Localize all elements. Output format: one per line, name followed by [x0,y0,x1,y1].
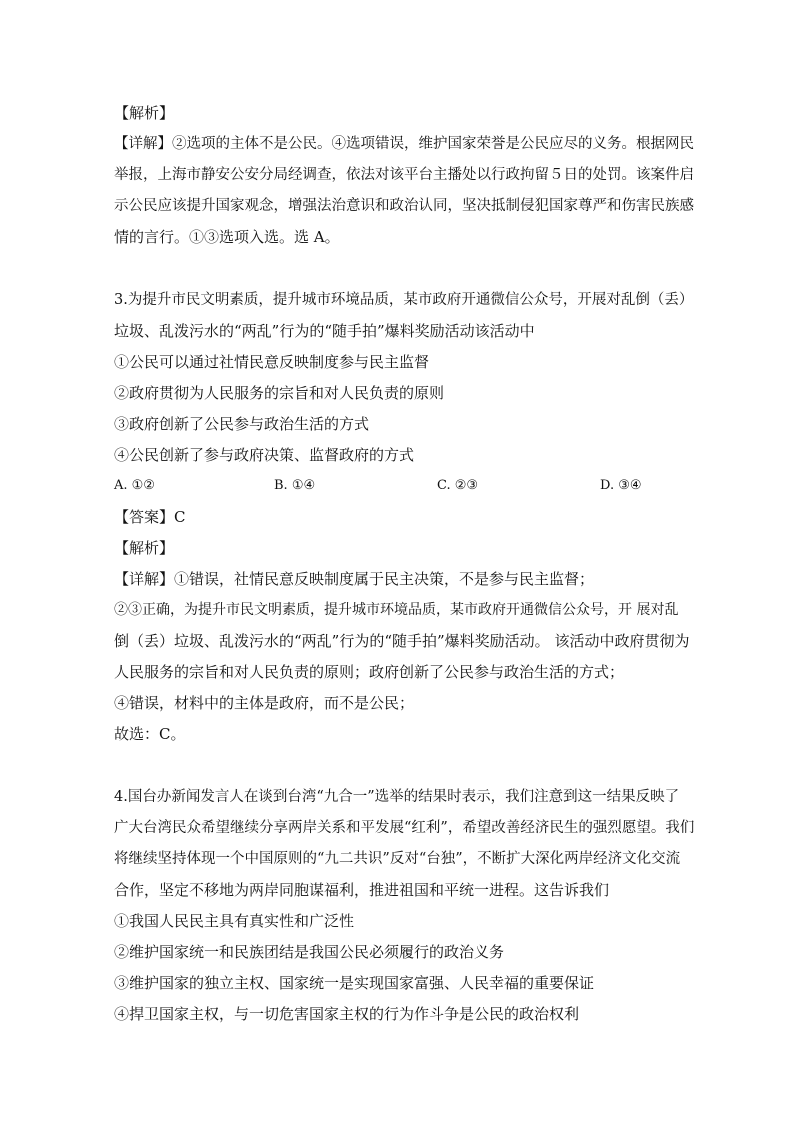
q3-option-d: D. ③④ [600,478,642,493]
q3-stem-line: 垃圾、乱泼污水的“两乱”行为的“随手拍”爆料奖励活动该活动中 [114,322,535,340]
q4-item: ④捍卫国家主权，与一切危害国家主权的行为作斗争是公民的政治权利 [114,1005,580,1023]
q2-detail-line: 情的言行。①③选项入选。选 A。 [114,228,340,246]
q3-item: ③政府创新了公民参与政治生活的方式 [114,415,370,433]
q3-stem-line: 3.为提升市民文明素质，提升城市环境品质，某市政府开通微信公众号，开展对乱倒（丢） [114,292,694,308]
q4-item: ②维护国家统一和民族团结是我国公民必须履行的政治义务 [114,943,505,961]
q3-detail-line: 人民服务的宗旨和对人民负责的原则；政府创新了公民参与政治生活的方式； [114,663,625,681]
q4-stem-line: 4.国台办新闻发言人在谈到台湾“九合一”选举的结果时表示，我们注意到这一结果反映了 [114,789,680,805]
q3-option-a: A. ①② [114,478,155,493]
q4-stem-line: 将继续坚持体现一个中国原则的“九二共识”反对“台独”，不断扩大深化两岸经济文化交流 [114,851,681,867]
q3-option-c: C. ②③ [437,478,479,493]
q3-answer: 【答案】C [114,508,186,526]
q3-item: ②政府贯彻为人民服务的宗旨和对人民负责的原则 [114,384,445,402]
q4-item: ①我国人民民主具有真实性和广泛性 [114,912,355,930]
q3-analysis-label: 【解析】 [114,539,175,557]
q4-stem-line: 广大台湾民众希望继续分享两岸关系和平发展“红利”，希望改善经济民生的强烈愿望。我们 [114,820,695,836]
q2-detail-line: 示公民应该提升国家观念，增强法治意识和政治认同，坚决抵制侵犯国家尊严和伤害民族感 [114,198,694,214]
q3-detail-line: 倒（丢）垃圾、乱泼污水的“两乱”行为的“随手拍”爆料奖励活动。 该活动中政府贯彻为 [114,632,690,650]
q3-options [114,476,694,496]
q3-detail-line: 故选：C。 [114,725,186,743]
q3-detail-line: ④错误，材料中的主体是政府，而不是公民； [114,694,415,712]
q3-detail-line: 【详解】①错误，社情民意反映制度属于民主决策，不是参与民主监督； [114,570,595,588]
q4-stem-line: 合作，坚定不移地为两岸同胞谋福利，推进祖国和平统一进程。这告诉我们 [114,881,610,899]
q3-detail-line: ②③正确，为提升市民文明素质，提升城市环境品质，某市政府开通微信公众号，开 展对乱 [114,602,679,618]
q2-detail-line: 【详解】②选项的主体不是公民。④选项错误，维护国家荣誉是公民应尽的义务。根据网民 [114,136,694,152]
q3-option-b: B. ①④ [274,478,316,493]
q2-analysis-label: 【解析】 [114,104,175,122]
q2-detail-line: 举报，上海市静安公安分局经调查，依法对该平台主播处以行政拘留５日的处罚。该案件启 [114,167,694,183]
q3-item: ④公民创新了参与政府决策、监督政府的方式 [114,446,415,464]
q3-item: ①公民可以通过社情民意反映制度参与民主监督 [114,353,430,371]
q4-item: ③维护国家的独立主权、国家统一是实现国家富强、人民幸福的重要保证 [114,974,595,992]
